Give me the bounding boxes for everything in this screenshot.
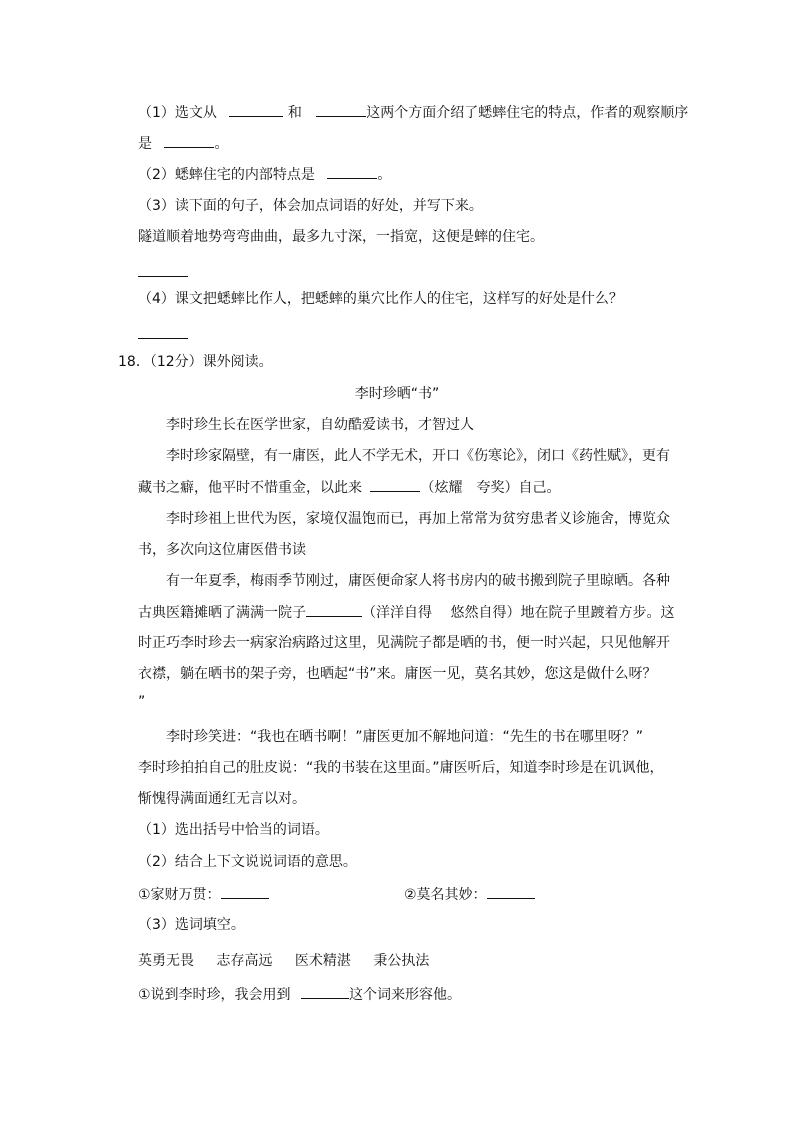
answer-blank[interactable]	[316, 102, 366, 117]
word-choice: 医术精湛	[294, 953, 351, 969]
q17-sub1-text-b: 和	[287, 105, 302, 121]
para2-text-b: （炫耀 夸奖）自己。	[420, 480, 561, 496]
q17-sub3: （3）读下面的句子，体会加点词语的好处，并写下来。	[138, 198, 483, 214]
q18-header: 18．（12分）课外阅读。	[118, 354, 273, 370]
passage-para-2-line2	[138, 477, 560, 498]
q18-sub3-item1-text-b: 这个词来形容他。	[349, 987, 462, 1003]
q18-sub2-item2-label: ②莫名其妙：	[404, 887, 487, 903]
q18-sub2: （2）结合上下文说说词语的意思。	[138, 854, 357, 870]
passage-title: 李时珍晒“书”	[354, 386, 440, 402]
passage-para-4-line2	[138, 602, 674, 623]
word-choices	[138, 951, 429, 971]
answer-blank[interactable]	[301, 984, 349, 999]
answer-blank[interactable]	[487, 884, 535, 899]
q17-sub4: （4）课文把蟋蟀比作人，把蟋蟀的巢穴比作人的住宅，这样写的好处是什么？	[138, 291, 623, 307]
q18-sub2-item1-label: ①家财万贯：	[138, 887, 221, 903]
passage-para-2-line1: 李时珍家隔壁，有一庸医，此人不学无术，开口《伤寒论》，闭口《药性赋》，更有	[166, 448, 670, 464]
passage-para-4-line5: ”	[138, 694, 146, 710]
word-choice: 秉公执法	[373, 953, 430, 969]
answer-blank[interactable]	[138, 324, 188, 339]
q18-sub2-item2	[404, 884, 535, 905]
q17-sub1-text-e: 。	[214, 136, 229, 152]
passage-para-1: 李时珍生长在医学世家，自幼酷爱读书，才智过人	[166, 417, 474, 433]
answer-blank[interactable]	[306, 602, 362, 617]
q18-sub3-item1-text-a: ①说到李时珍，我会用到	[138, 987, 291, 1003]
q17-sub1-line1	[138, 102, 688, 123]
para4-text-a: 古典医籍摊晒了满满一院子	[138, 605, 306, 621]
answer-blank[interactable]	[327, 164, 377, 179]
q18-sub1: （1）选出括号中恰当的词语。	[138, 822, 329, 838]
answer-blank[interactable]	[164, 133, 214, 148]
q17-sub1-text-a: （1）选文从	[138, 105, 217, 121]
word-choice: 英勇无畏	[138, 953, 194, 969]
passage-para-4-line4: 衣襟，躺在晒书的架子旁，也晒起“书”来。庸医一见，莫名其妙，您这是做什么呀？	[138, 666, 657, 682]
para2-text-a: 藏书之癖，他平时不惜重金，以此来	[138, 480, 362, 496]
passage-para-3-line1: 李时珍祖上世代为医，家境仅温饱而已，再加上常常为贫穷患者义诊施舍，博览众	[166, 511, 670, 527]
passage-para-3-line2: 书，多次向这位庸医借书读	[138, 542, 306, 558]
word-choice: 志存高远	[216, 953, 273, 969]
q17-sentence: 隧道顺着地势弯弯曲曲，最多九寸深，一指宽，这便是蟀的住宅。	[138, 229, 544, 245]
answer-blank[interactable]	[138, 262, 188, 277]
q17-sub1-line2	[138, 133, 228, 154]
q17-sub1-text-d: 是	[138, 136, 152, 152]
passage-para-4-line3: 时正巧李时珍去一病家治病路过这里，见满院子都是晒的书，便一时兴起，只见他解开	[138, 635, 670, 651]
q17-sub2-text-b: 。	[377, 167, 392, 183]
passage-para-4-line1: 有一年夏季，梅雨季节刚过，庸医便命家人将书房内的破书搬到院子里晾晒。各种	[166, 573, 670, 589]
answer-blank[interactable]	[221, 884, 269, 899]
q18-sub3-item1	[138, 984, 461, 1005]
q18-sub3: （3）选词填空。	[138, 917, 245, 933]
answer-blank[interactable]	[229, 102, 283, 117]
passage-para-5-line1: 李时珍笑进：“我也在晒书啊！”庸医更加不解地问道：“先生的书在哪里呀？”	[166, 729, 644, 745]
passage-para-5-line3: 惭愧得满面通红无言以对。	[138, 791, 306, 807]
passage-para-5-line2: 李时珍拍拍自己的肚皮说：“我的书装在这里面。”庸医听后，知道李时珍是在讥讽他，	[138, 760, 664, 776]
q17-sub2	[138, 164, 391, 185]
q17-sub2-text-a: （2）蟋蟀住宅的内部特点是	[138, 167, 315, 183]
answer-blank[interactable]	[370, 477, 420, 492]
q18-sub2-item1	[138, 884, 269, 905]
q17-sub4-answer-line[interactable]	[138, 324, 188, 345]
q17-sub1-text-c: 这两个方面介绍了蟋蟀住宅的特点，作者的观察顺序	[366, 105, 689, 121]
q17-sub3-answer-line[interactable]	[138, 262, 188, 283]
para4-text-b: （洋洋自得 悠然自得）地在院子里踱着方步。这	[362, 605, 675, 621]
